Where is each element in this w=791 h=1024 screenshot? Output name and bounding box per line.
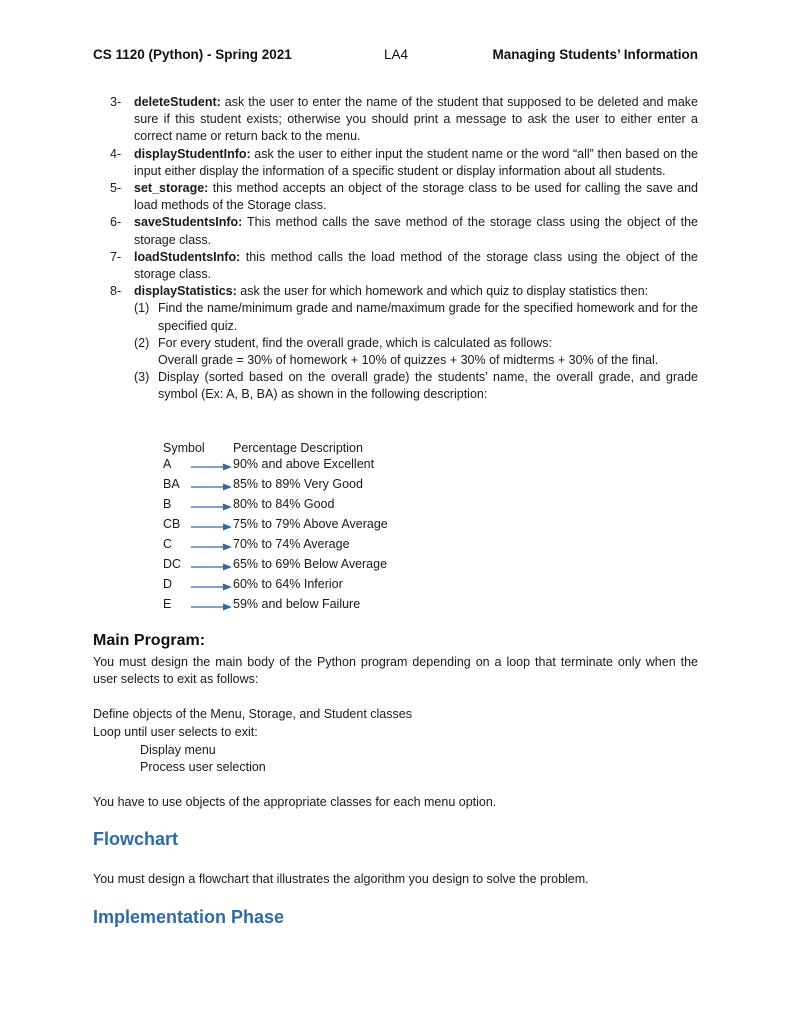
right-arrow-icon bbox=[189, 582, 233, 592]
method-item bbox=[93, 146, 698, 180]
step-number: (1) bbox=[134, 301, 150, 316]
method-item bbox=[93, 214, 698, 248]
method-name: loadStudentsInfo: bbox=[134, 249, 241, 264]
grade-symbol: A bbox=[163, 457, 172, 471]
step-number: (3) bbox=[134, 370, 150, 385]
method-number: 8- bbox=[110, 284, 122, 299]
flowchart-heading: Flowchart bbox=[93, 829, 179, 849]
right-arrow-icon bbox=[189, 562, 233, 572]
method-name: displayStudentInfo: bbox=[134, 146, 251, 161]
method-description: This method calls the save method of the storage class using the object of the storage class. bbox=[134, 215, 698, 247]
method-number: 3- bbox=[110, 95, 122, 109]
grade-symbol: BA bbox=[163, 477, 180, 491]
method-item bbox=[93, 180, 698, 214]
pseudocode-line: Process user selection bbox=[140, 760, 266, 775]
step-number: (2) bbox=[134, 335, 150, 350]
description-column-header: Percentage Description bbox=[233, 441, 363, 455]
method-description: ask the user to enter the name of the student that supposed to be deleted and make sure if this student exists; otherwise you should print a message to ask the user to either enter a correct name or return back to the menu. bbox=[134, 95, 698, 144]
right-arrow-icon bbox=[189, 462, 233, 472]
main-program-pseudocode bbox=[93, 706, 412, 777]
method-number: 5- bbox=[110, 181, 122, 196]
grade-description: 65% to 69% Below Average bbox=[233, 557, 388, 571]
main-program-closing: You have to use objects of the appropriate classes for each menu option. bbox=[93, 795, 497, 809]
header-title: Managing Students’ Information bbox=[492, 47, 698, 62]
grade-symbol: B bbox=[163, 497, 172, 511]
grade-symbol: CB bbox=[163, 517, 181, 531]
step-text: For every student, find the overall grade, which is calculated as follows: bbox=[158, 335, 552, 350]
implementation-heading: Implementation Phase bbox=[93, 907, 285, 927]
statistics-step bbox=[134, 300, 698, 334]
overall-grade-formula: Overall grade = 30% of homework + 10% of quizzes + 30% of midterms + 30% of the final. bbox=[158, 353, 659, 368]
header-course: CS 1120 (Python) - Spring 2021 bbox=[93, 47, 292, 62]
grade-description: 85% to 89% Very Good bbox=[233, 477, 363, 491]
step-text: Display (sorted based on the overall grade) the students’ name, the overall grade, and grade symbol (Ex: A, B, BA) as shown in the following description: bbox=[158, 370, 698, 402]
grade-description: 90% and above Excellent bbox=[233, 457, 375, 471]
grade-symbol: C bbox=[163, 537, 173, 551]
method-item bbox=[93, 283, 698, 403]
method-description: this method accepts an object of the storage class to be used for calling the save and load methods of the Storage class. bbox=[134, 181, 698, 213]
main-program-intro: You must design the main body of the Python program depending on a loop that terminate only when the user selects to exit as follows: bbox=[93, 655, 698, 687]
method-name: saveStudentsInfo: bbox=[134, 215, 243, 230]
pseudocode-line: Display menu bbox=[140, 742, 216, 757]
step-text: Find the name/minimum grade and name/maximum grade for the specified homework and for the specified quiz. bbox=[158, 301, 698, 333]
statistics-step bbox=[134, 335, 698, 369]
grade-description: 75% to 79% Above Average bbox=[233, 517, 388, 531]
right-arrow-icon bbox=[189, 522, 233, 532]
right-arrow-icon bbox=[189, 602, 233, 612]
grade-symbol: DC bbox=[163, 557, 182, 571]
right-arrow-icon bbox=[189, 502, 233, 512]
grade-description: 70% to 74% Average bbox=[233, 537, 350, 551]
pseudocode-line: Loop until user selects to exit: bbox=[93, 724, 258, 739]
flowchart-text: You must design a flowchart that illustrates the algorithm you design to solve the problem. bbox=[93, 872, 589, 886]
methods-list bbox=[93, 94, 698, 404]
method-name: deleteStudent: bbox=[134, 95, 221, 109]
grade-symbol: D bbox=[163, 577, 173, 591]
method-number: 6- bbox=[110, 215, 122, 230]
method-description: ask the user for which homework and which quiz to display statistics then: bbox=[236, 284, 649, 299]
grade-description: 60% to 64% Inferior bbox=[233, 577, 343, 591]
method-name: displayStatistics: bbox=[134, 284, 237, 299]
method-item bbox=[93, 94, 698, 146]
method-name: set_storage: bbox=[134, 181, 209, 196]
method-description: this method calls the load method of the storage class using the object of the storage class. bbox=[134, 249, 698, 282]
grade-description: 59% and below Failure bbox=[233, 597, 361, 611]
pseudocode-line: Define objects of the Menu, Storage, and Student classes bbox=[93, 707, 412, 721]
method-item bbox=[93, 249, 698, 283]
grade-description: 80% to 84% Good bbox=[233, 497, 335, 511]
method-description: ask the user to either input the student name or the word “all” then based on the input either display the information of a specific student or display information about all students. bbox=[134, 146, 698, 178]
statistics-step bbox=[134, 369, 698, 403]
header-assignment: LA4 bbox=[384, 47, 409, 62]
grade-symbol: E bbox=[163, 597, 172, 611]
right-arrow-icon bbox=[189, 482, 233, 492]
method-number: 7- bbox=[110, 249, 122, 264]
right-arrow-icon bbox=[189, 542, 233, 552]
main-program-heading: Main Program: bbox=[93, 632, 206, 649]
method-number: 4- bbox=[110, 146, 122, 161]
symbol-column-header: Symbol bbox=[163, 441, 205, 455]
